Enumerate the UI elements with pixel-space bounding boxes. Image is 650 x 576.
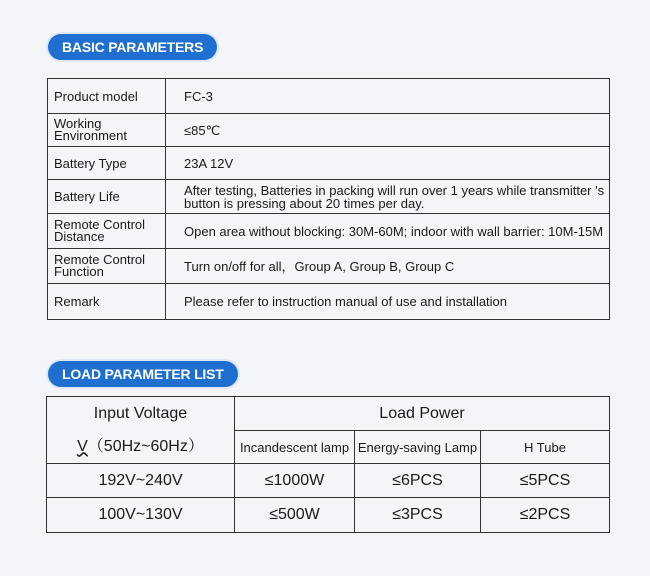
- row-key: Remote Control Function: [48, 249, 166, 284]
- row-key: Working Environment: [48, 114, 166, 147]
- table-row: [48, 249, 610, 284]
- voltage-symbol: V: [77, 437, 88, 455]
- table-row: [48, 284, 610, 320]
- column-header: H Tube: [481, 431, 610, 464]
- row-value: Turn on/off for all，Group A, Group B, Group C: [166, 249, 610, 284]
- table-row: [48, 79, 610, 114]
- frequency-line: [47, 433, 234, 456]
- row-value: FC-3: [166, 79, 610, 114]
- table-row: [48, 180, 610, 214]
- basic-parameters-table: [47, 78, 610, 320]
- frequency-label: （50Hz~60Hz）: [87, 437, 204, 455]
- row-key: Remark: [48, 284, 166, 320]
- row-value: Please refer to instruction manual of use and installation: [166, 284, 610, 320]
- load-power-header: Load Power: [235, 397, 610, 431]
- row-key: Remote Control Distance: [48, 214, 166, 249]
- row-value: After testing, Batteries in packing will run over 1 years while transmitter 's button is pressing about 20 times per day.: [166, 180, 610, 214]
- column-header: Energy-saving Lamp: [355, 431, 481, 464]
- value-cell: ≤2PCS: [481, 498, 610, 533]
- table-row: [47, 464, 610, 498]
- table-row: [47, 498, 610, 533]
- input-voltage-header: [47, 397, 235, 464]
- row-value: Open area without blocking: 30M-60M; indoor with wall barrier: 10M-15M: [166, 214, 610, 249]
- row-key: Battery Life: [48, 180, 166, 214]
- load-parameter-table: [46, 396, 610, 533]
- table-row: [48, 114, 610, 147]
- row-key: Battery Type: [48, 147, 166, 180]
- value-cell: ≤6PCS: [355, 464, 481, 498]
- row-value: 23A 12V: [166, 147, 610, 180]
- table-row: [48, 214, 610, 249]
- row-key: Product model: [48, 79, 166, 114]
- table-row: [48, 147, 610, 180]
- value-cell: ≤1000W: [235, 464, 355, 498]
- value-cell: ≤500W: [235, 498, 355, 533]
- value-cell: ≤3PCS: [355, 498, 481, 533]
- table-row: [47, 397, 610, 431]
- load-parameter-heading: LOAD PARAMETER LIST: [48, 361, 238, 387]
- row-value: ≤85℃: [166, 114, 610, 147]
- voltage-cell: 192V~240V: [47, 464, 235, 498]
- input-voltage-label: Input Voltage: [93, 404, 188, 422]
- basic-parameters-heading: BASIC PARAMETERS: [48, 34, 217, 60]
- column-header: Incandescent lamp: [235, 431, 355, 464]
- voltage-cell: 100V~130V: [47, 498, 235, 533]
- value-cell: ≤5PCS: [481, 464, 610, 498]
